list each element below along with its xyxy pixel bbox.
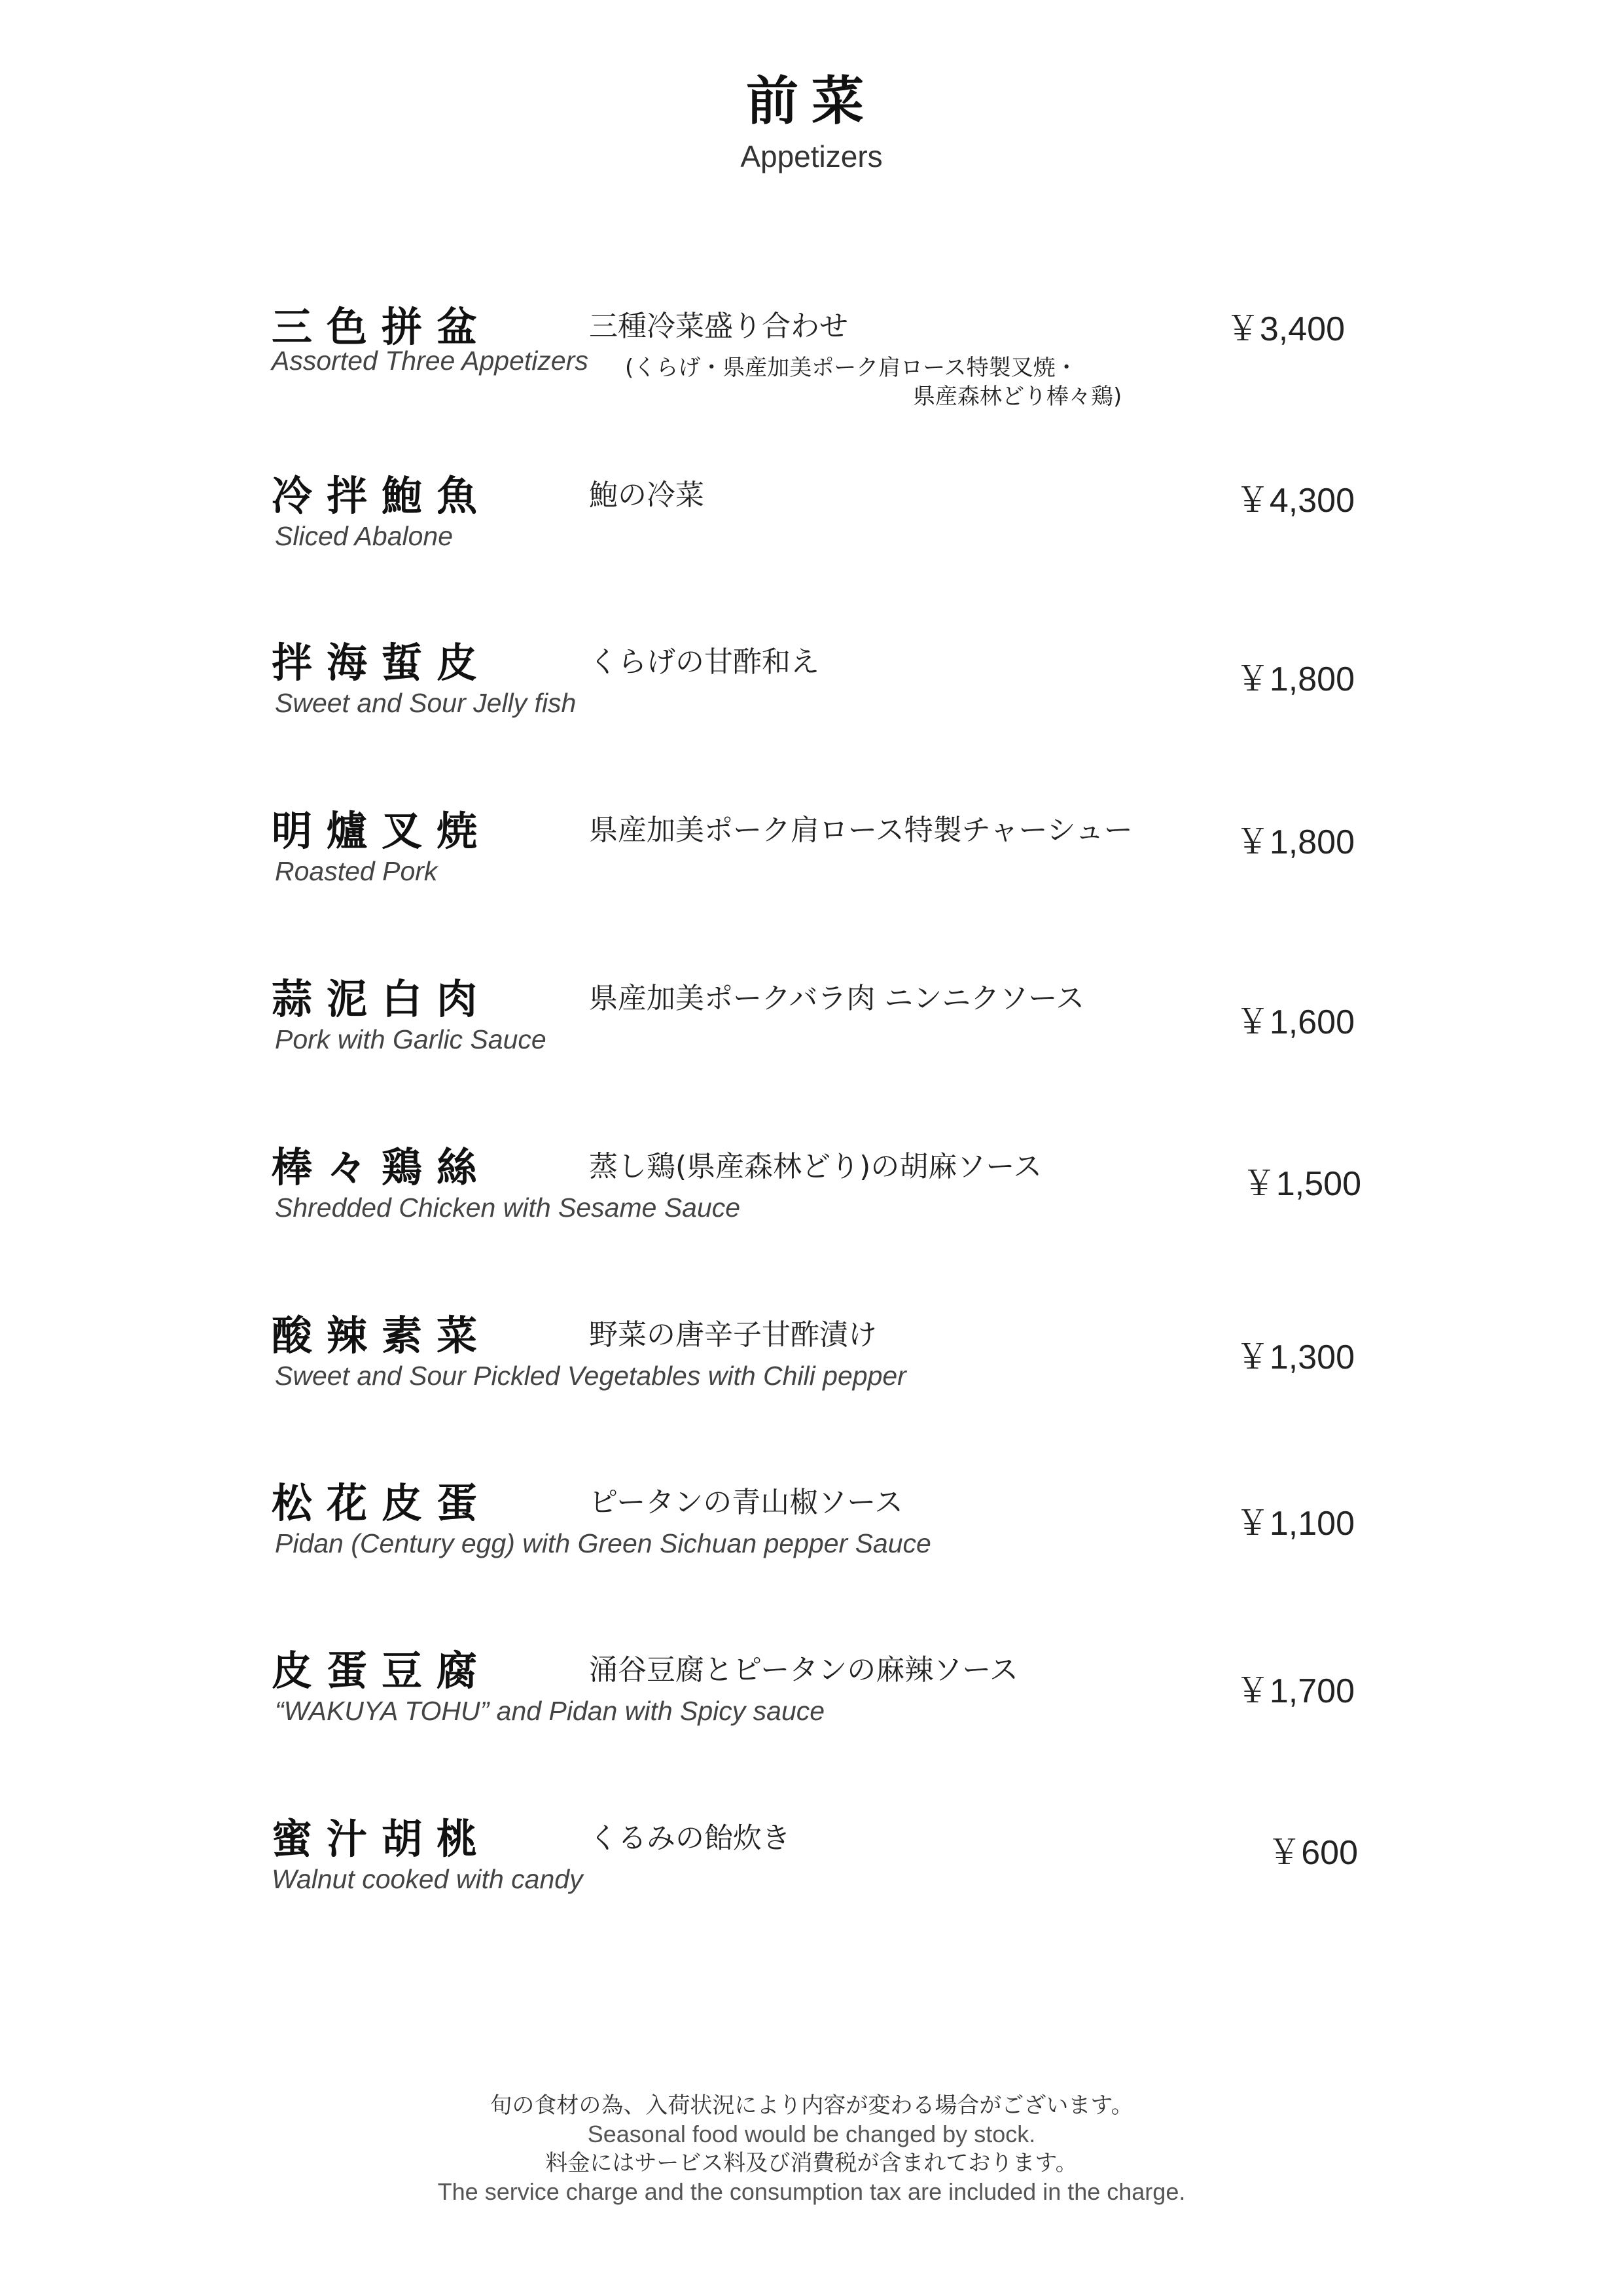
menu-item-pickled-vegetables	[0, 1303, 1623, 1447]
dish-description-jp: 県産加美ポーク肩ロース特製チャーシュー	[589, 814, 1133, 847]
menu-item-garlic-pork	[0, 967, 1623, 1111]
dish-name-jp: 酸辣素菜	[272, 1312, 492, 1359]
dish-name-jp: 三色拼盆	[272, 303, 492, 351]
dish-name-jp: 棒々鶏絲	[272, 1143, 492, 1191]
dish-name-en: Sweet and Sour Pickled Vegetables with Chili pepper	[275, 1361, 906, 1391]
menu-item-shredded-chicken	[0, 1135, 1623, 1279]
dish-name-jp: 拌海蜇皮	[272, 639, 492, 687]
menu-item-tofu-pidan	[0, 1638, 1623, 1782]
dish-name-jp: 松花皮蛋	[272, 1479, 492, 1527]
dish-price: ￥1,700	[1235, 1672, 1355, 1710]
page-title-jp: 前菜	[746, 70, 877, 132]
footer-seasonal-note-en: Seasonal food would be changed by stock.	[587, 2121, 1036, 2147]
dish-price: ￥4,300	[1235, 482, 1355, 520]
dish-description-jp: 三種冷菜盛り合わせ	[589, 310, 848, 343]
dish-price: ￥1,800	[1235, 823, 1355, 861]
dish-description-jp: ピータンの青山椒ソース	[589, 1486, 904, 1519]
dish-name-jp: 蜜汁胡桃	[272, 1815, 492, 1863]
dish-description-jp: 野菜の唐辛子甘酢漬け	[589, 1318, 877, 1352]
menu-item-candied-walnut	[0, 1806, 1623, 1950]
dish-name-jp: 明爐叉焼	[272, 807, 492, 855]
footer-charge-note-en: The service charge and the consumption tax are included in the charge.	[437, 2178, 1186, 2205]
dish-description-jp: 蒸し鶏(県産森林どり)の胡麻ソース	[589, 1150, 1043, 1183]
page-title-en: Appetizers	[740, 139, 883, 173]
dish-name-en: Roasted Pork	[275, 856, 438, 886]
dish-name-en: Walnut cooked with candy	[272, 1864, 583, 1894]
dish-description-jp: くらげの甘酢和え	[589, 645, 819, 679]
footer-seasonal-note-jp: 旬の食材の為、入荷状況により内容が変わる場合がございます。	[490, 2092, 1133, 2119]
menu-footer	[0, 2091, 1623, 2206]
dish-name-en: Sliced Abalone	[275, 521, 454, 551]
dish-description-jp: 涌谷豆腐とピータンの麻辣ソース	[589, 1653, 1019, 1687]
dish-note-jp-line2: 県産森林どり棒々鶏)	[913, 384, 1122, 410]
dish-price: ￥1,800	[1235, 660, 1355, 698]
dish-name-en: Assorted Three Appetizers	[272, 346, 588, 376]
dish-price: ￥600	[1267, 1834, 1358, 1872]
menu-item-sliced-abalone	[0, 463, 1623, 607]
dish-name-en: Pidan (Century egg) with Green Sichuan pepper Sauce	[275, 1528, 931, 1558]
menu-item-assorted-appetizers	[0, 295, 1623, 439]
dish-description-jp: くるみの飴炊き	[589, 1821, 791, 1855]
dish-name-jp: 冷拌鮑魚	[272, 472, 492, 520]
menu-item-roasted-pork	[0, 798, 1623, 942]
menu-item-century-egg	[0, 1471, 1623, 1615]
dish-name-en: Pork with Garlic Sauce	[275, 1024, 546, 1054]
footer-charge-note-jp: 料金にはサービス料及び消費税が含まれております。	[545, 2150, 1078, 2176]
menu-item-jelly-fish	[0, 630, 1623, 774]
dish-name-jp: 蒜泥白肉	[272, 975, 492, 1023]
dish-name-jp: 皮蛋豆腐	[272, 1647, 492, 1695]
dish-description-jp: 鮑の冷菜	[589, 478, 704, 512]
dish-price: ￥1,300	[1235, 1338, 1355, 1376]
dish-price: ￥1,100	[1235, 1505, 1355, 1543]
dish-name-en: Sweet and Sour Jelly fish	[275, 688, 577, 718]
dish-price: ￥1,500	[1241, 1165, 1361, 1203]
dish-name-en: “WAKUYA TOHU” and Pidan with Spicy sauce	[275, 1696, 825, 1726]
dish-price: ￥1,600	[1235, 1003, 1355, 1041]
dish-price: ￥3,400	[1225, 310, 1345, 348]
dish-note-jp-line1: (くらげ・県産加美ポーク肩ロース特製叉焼・	[625, 355, 1078, 381]
dish-description-jp: 県産加美ポークバラ肉 ニンニクソース	[589, 982, 1085, 1015]
dish-name-en: Shredded Chicken with Sesame Sauce	[275, 1193, 741, 1223]
menu-header	[0, 72, 1623, 174]
